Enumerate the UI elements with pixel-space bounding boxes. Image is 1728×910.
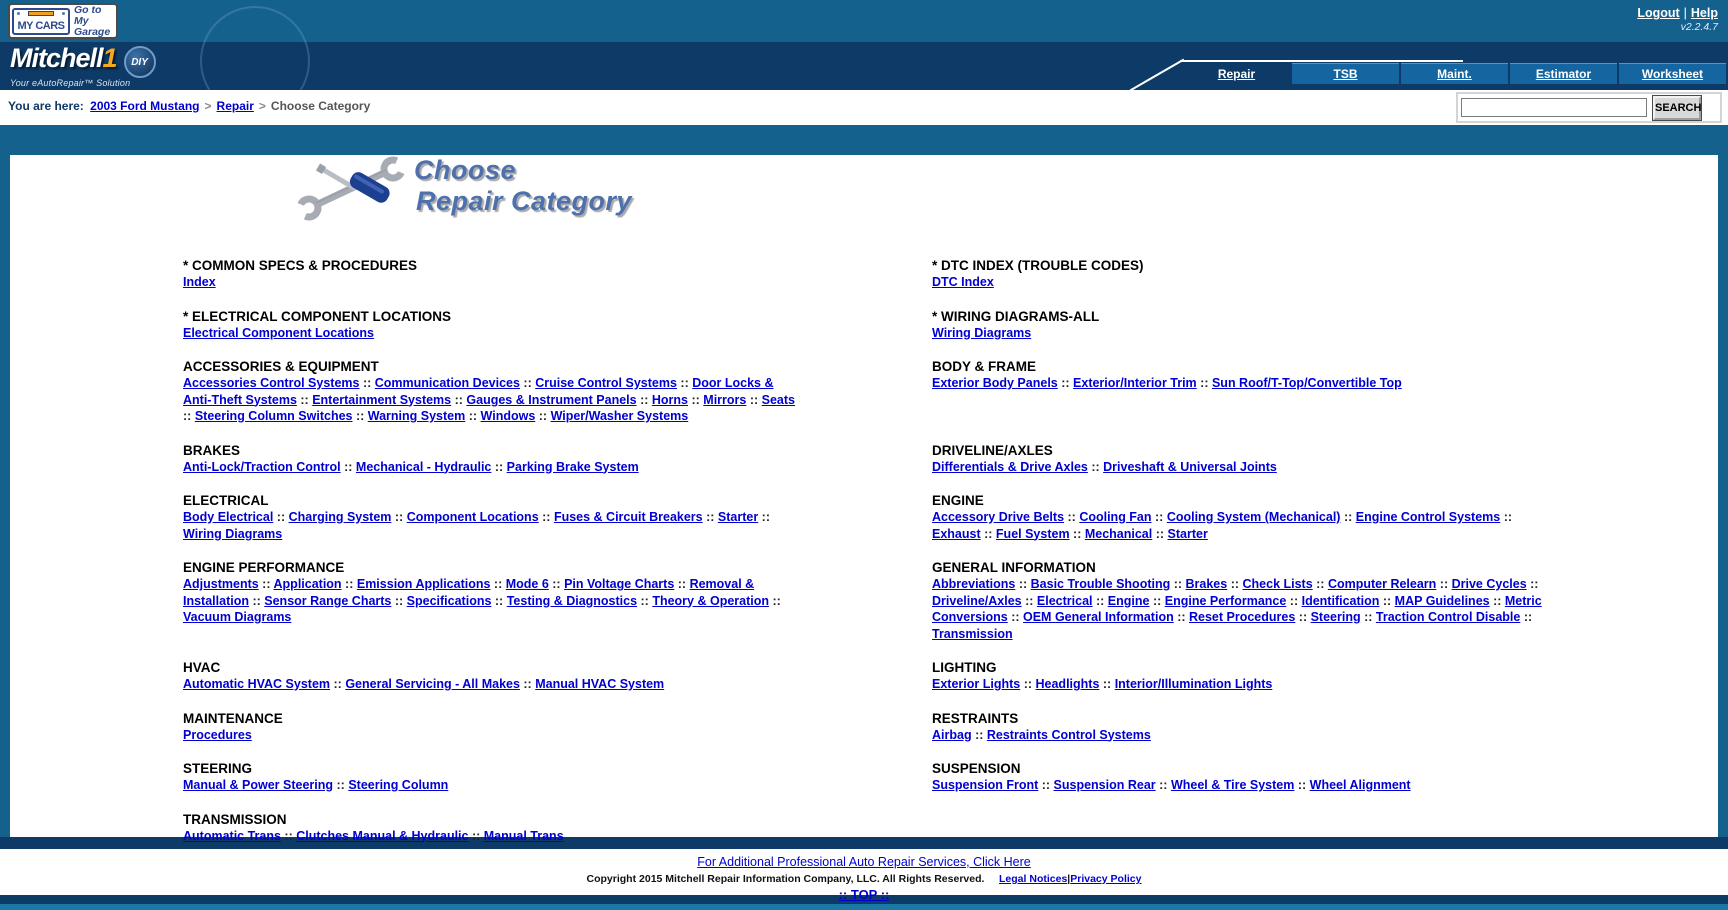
legal-notices-link[interactable]: Legal Notices bbox=[999, 873, 1068, 885]
category-link[interactable]: Electrical bbox=[1036, 593, 1093, 608]
category-link[interactable]: Sun Roof/T-Top/Convertible Top bbox=[1211, 376, 1402, 390]
category-link[interactable]: Emission Applications bbox=[356, 577, 491, 591]
category-link[interactable]: Brakes bbox=[1185, 577, 1228, 591]
category-link[interactable]: Cooling Fan bbox=[1079, 510, 1152, 524]
link-separator: :: bbox=[273, 510, 289, 524]
link-separator: :: bbox=[352, 409, 368, 423]
nav-tabs bbox=[1183, 63, 1726, 84]
link-separator: :: bbox=[359, 376, 375, 390]
category-section bbox=[932, 442, 1547, 493]
link-separator: :: bbox=[1015, 577, 1031, 591]
category-title: TRANSMISSION bbox=[183, 811, 287, 827]
category-link[interactable]: Manual HVAC System bbox=[535, 677, 665, 691]
professional-services-link[interactable]: For Additional Professional Auto Repair Services, Click Here bbox=[697, 855, 1031, 869]
category-link[interactable]: Warning System bbox=[367, 409, 466, 423]
category-links bbox=[183, 727, 798, 744]
link-separator: :: bbox=[1149, 593, 1165, 608]
top-links-divider: | bbox=[1683, 6, 1687, 20]
category-link[interactable]: Body Electrical bbox=[183, 510, 274, 524]
category-link[interactable]: Interior/Illumination Lights bbox=[1114, 677, 1273, 691]
page-body bbox=[0, 125, 1728, 843]
page-title-line1: Choose bbox=[414, 155, 517, 185]
category-title: SUSPENSION bbox=[932, 761, 1021, 776]
search-panel bbox=[1456, 92, 1722, 123]
category-link[interactable]: Airbag bbox=[932, 727, 972, 742]
page-title-block bbox=[294, 155, 1718, 227]
plate-decal-icon bbox=[28, 11, 54, 16]
link-separator: :: bbox=[674, 577, 690, 591]
breadcrumb-link[interactable]: 2003 Ford Mustang bbox=[90, 99, 200, 113]
category-link[interactable]: Starter bbox=[1167, 526, 1208, 541]
link-separator: :: bbox=[971, 727, 987, 742]
category-link[interactable]: Application bbox=[273, 577, 342, 591]
link-separator: :: bbox=[1099, 677, 1115, 691]
category-links bbox=[932, 576, 1547, 642]
link-separator: :: bbox=[1069, 526, 1085, 541]
category-section bbox=[183, 659, 798, 710]
category-link[interactable]: Manual & Power Steering bbox=[183, 778, 334, 792]
category-title: ENGINE PERFORMANCE bbox=[183, 560, 345, 575]
logout-link[interactable]: Logout bbox=[1637, 6, 1680, 20]
category-link[interactable]: General Servicing - All Makes bbox=[345, 677, 520, 691]
category-link[interactable]: Wheel & Tire System bbox=[1170, 778, 1295, 792]
link-separator: :: bbox=[980, 526, 996, 541]
help-link[interactable]: Help bbox=[1690, 6, 1718, 20]
category-section bbox=[932, 811, 1547, 828]
category-link[interactable]: Mechanical bbox=[1084, 526, 1153, 541]
category-link[interactable]: Parking Brake System bbox=[506, 459, 639, 474]
link-separator: :: bbox=[391, 593, 407, 608]
category-title: * DTC INDEX (TROUBLE CODES) bbox=[932, 258, 1144, 273]
link-separator: :: bbox=[1520, 610, 1533, 624]
tab-tsb[interactable]: TSB bbox=[1292, 63, 1399, 84]
page-title-line2: Repair Category bbox=[416, 186, 633, 216]
category-link[interactable]: Starter bbox=[717, 510, 759, 524]
category-section bbox=[183, 358, 798, 442]
category-links bbox=[183, 777, 798, 794]
category-link[interactable]: Mode 6 bbox=[505, 577, 549, 591]
link-separator: :: bbox=[769, 593, 781, 608]
link-separator: :: bbox=[330, 677, 346, 691]
category-link[interactable]: Steering Column Switches bbox=[194, 409, 353, 423]
search-button[interactable]: SEARCH bbox=[1653, 96, 1701, 120]
tab-top-line-decoration bbox=[1180, 60, 1463, 62]
category-link[interactable]: Testing & Diagnostics bbox=[506, 593, 638, 608]
breadcrumb bbox=[8, 99, 370, 113]
category-title: BODY & FRAME bbox=[932, 359, 1037, 374]
footer-links-divider: | bbox=[1067, 873, 1071, 885]
category-link[interactable]: Component Locations bbox=[406, 510, 539, 524]
plate-screw-icon bbox=[17, 12, 20, 15]
category-link[interactable]: Mechanical - Hydraulic bbox=[355, 459, 492, 474]
category-links bbox=[932, 325, 1547, 342]
mitchell1-logo bbox=[10, 44, 156, 88]
link-separator: :: bbox=[1092, 593, 1108, 608]
category-links bbox=[932, 777, 1547, 794]
tab-worksheet[interactable]: Worksheet bbox=[1619, 63, 1726, 84]
link-separator: :: bbox=[183, 409, 195, 423]
category-link[interactable]: Windows bbox=[480, 409, 536, 423]
category-link[interactable]: Manual Trans bbox=[483, 828, 564, 843]
link-separator: :: bbox=[1436, 577, 1452, 591]
top-link[interactable]: :: TOP :: bbox=[838, 887, 890, 902]
link-separator: :: bbox=[1295, 610, 1311, 624]
breadcrumb-prefix: You are here: bbox=[8, 99, 84, 113]
category-link[interactable]: Exterior/Interior Trim bbox=[1073, 376, 1197, 390]
category-link[interactable]: Clutches Manual & Hydraulic bbox=[296, 828, 469, 843]
breadcrumb-separator: > bbox=[204, 99, 212, 113]
category-link[interactable]: Exhaust bbox=[932, 526, 981, 541]
category-link[interactable]: MAP Guidelines bbox=[1394, 593, 1490, 608]
category-link[interactable]: Communication Devices bbox=[374, 376, 520, 390]
category-link[interactable]: Accessory Drive Belts bbox=[932, 510, 1065, 524]
link-separator: :: bbox=[1038, 778, 1054, 792]
category-link[interactable]: Steering Column bbox=[348, 778, 449, 792]
link-separator: :: bbox=[676, 376, 693, 390]
link-separator: :: bbox=[1312, 577, 1328, 591]
link-separator: :: bbox=[333, 778, 349, 792]
category-section bbox=[183, 308, 798, 359]
link-separator: :: bbox=[702, 510, 718, 524]
breadcrumb-row bbox=[0, 90, 1728, 125]
category-title: * ELECTRICAL COMPONENT LOCATIONS bbox=[183, 308, 452, 324]
category-title: RESTRAINTS bbox=[932, 710, 1019, 726]
category-section bbox=[183, 492, 798, 559]
category-link[interactable]: Identification bbox=[1301, 593, 1380, 608]
category-link[interactable]: Adjustments bbox=[183, 577, 259, 591]
category-link[interactable]: Transmission bbox=[932, 626, 1013, 641]
link-separator: :: bbox=[1500, 510, 1513, 524]
top-right-links bbox=[1637, 6, 1718, 33]
category-link[interactable]: Reset Procedures bbox=[1189, 610, 1296, 624]
category-title: LIGHTING bbox=[932, 660, 997, 675]
category-link[interactable]: Computer Relearn bbox=[1327, 577, 1437, 591]
category-links bbox=[183, 325, 798, 342]
link-separator: :: bbox=[465, 409, 481, 423]
category-section bbox=[932, 659, 1547, 710]
category-link[interactable]: Driveshaft & Universal Joints bbox=[1103, 459, 1277, 474]
category-link[interactable]: Automatic HVAC System bbox=[183, 677, 331, 691]
tab-slash-decoration bbox=[1130, 59, 1185, 92]
category-link[interactable]: Horns bbox=[651, 392, 688, 407]
category-links bbox=[932, 375, 1547, 392]
link-separator: :: bbox=[1489, 593, 1505, 608]
category-link[interactable]: Check Lists bbox=[1242, 577, 1313, 591]
link-separator: :: bbox=[1170, 577, 1186, 591]
category-link[interactable]: Charging System bbox=[288, 510, 392, 524]
category-link[interactable]: Driveline/Axles bbox=[932, 593, 1022, 608]
category-link[interactable]: Exterior Body Panels bbox=[932, 376, 1058, 390]
link-separator: :: bbox=[1152, 526, 1168, 541]
link-separator: :: bbox=[1020, 677, 1036, 691]
category-title: BRAKES bbox=[183, 442, 241, 458]
link-separator: :: bbox=[391, 510, 407, 524]
link-separator: :: bbox=[1360, 610, 1376, 624]
category-section bbox=[932, 559, 1547, 659]
breadcrumb-current: Choose Category bbox=[270, 99, 371, 113]
category-title: * WIRING DIAGRAMS-ALL bbox=[932, 308, 1100, 324]
category-title: STEERING bbox=[183, 761, 253, 776]
category-section bbox=[183, 257, 798, 308]
link-separator: :: bbox=[1155, 778, 1171, 792]
copyright-text: Copyright 2015 Mitchell Repair Information Company, LLC. All Rights Reserved. bbox=[586, 873, 985, 885]
link-separator: :: bbox=[1286, 593, 1302, 608]
wrench-screwdriver-icon bbox=[294, 155, 406, 221]
category-links bbox=[183, 576, 798, 626]
category-link[interactable]: Basic Trouble Shooting bbox=[1030, 577, 1171, 591]
category-link[interactable]: Headlights bbox=[1035, 677, 1100, 691]
category-links bbox=[932, 459, 1547, 476]
category-title: * COMMON SPECS & PROCEDURES bbox=[183, 258, 418, 273]
link-separator: :: bbox=[746, 392, 762, 407]
category-link[interactable]: Restraints Control Systems bbox=[986, 727, 1151, 742]
category-links bbox=[932, 274, 1547, 291]
category-link[interactable]: Abbreviations bbox=[932, 577, 1016, 591]
category-link[interactable]: Theory & Operation bbox=[652, 593, 770, 608]
link-separator: :: bbox=[468, 828, 484, 843]
category-section bbox=[932, 257, 1547, 308]
category-link[interactable]: Sensor Range Charts bbox=[264, 593, 392, 608]
tab-maint[interactable]: Maint. bbox=[1401, 63, 1508, 84]
category-title: ELECTRICAL bbox=[183, 493, 269, 508]
category-section bbox=[932, 760, 1547, 811]
category-links bbox=[932, 509, 1547, 542]
category-section bbox=[183, 760, 798, 811]
link-separator: :: bbox=[490, 577, 506, 591]
category-link[interactable]: Suspension Rear bbox=[1053, 778, 1156, 792]
link-separator: :: bbox=[280, 828, 297, 843]
link-separator: :: bbox=[451, 392, 467, 407]
version-label: v2.2.4.7 bbox=[1680, 21, 1718, 33]
category-links bbox=[183, 375, 798, 425]
link-separator: :: bbox=[341, 577, 357, 591]
category-link[interactable]: Mirrors bbox=[703, 392, 747, 407]
link-separator: :: bbox=[1007, 610, 1023, 624]
privacy-policy-link[interactable]: Privacy Policy bbox=[1070, 873, 1142, 885]
category-title: GENERAL INFORMATION bbox=[932, 560, 1096, 575]
category-link[interactable]: Cruise Control Systems bbox=[535, 376, 677, 390]
logo-wordmark: Mitchell bbox=[10, 43, 103, 73]
diy-badge: DIY bbox=[124, 46, 156, 78]
category-link[interactable]: Fuel System bbox=[995, 526, 1070, 541]
category-link[interactable]: Accessories Control Systems bbox=[183, 376, 360, 390]
link-separator: :: bbox=[1021, 593, 1037, 608]
logo-one: 1 bbox=[102, 43, 118, 73]
category-section bbox=[183, 559, 798, 643]
category-link[interactable]: Engine Control Systems bbox=[1355, 510, 1501, 524]
link-separator: :: bbox=[296, 392, 313, 407]
category-links bbox=[183, 459, 798, 476]
category-link[interactable]: Anti-Lock/Traction Control bbox=[183, 459, 341, 474]
category-link[interactable]: Electrical Component Locations bbox=[183, 325, 375, 340]
link-separator: :: bbox=[340, 459, 356, 474]
tab-repair[interactable]: Repair bbox=[1183, 63, 1290, 84]
category-link[interactable]: OEM General Information bbox=[1023, 610, 1174, 624]
link-separator: :: bbox=[1087, 459, 1104, 474]
link-separator: :: bbox=[1227, 577, 1243, 591]
category-section bbox=[932, 492, 1547, 559]
page-title bbox=[414, 155, 632, 217]
link-separator: :: bbox=[1196, 376, 1212, 390]
link-separator: :: bbox=[535, 409, 551, 423]
link-separator: :: bbox=[491, 459, 507, 474]
license-plate-icon bbox=[12, 8, 70, 35]
link-separator: :: bbox=[1057, 376, 1074, 390]
category-link[interactable]: Wiper/Washer Systems bbox=[550, 409, 689, 423]
category-link[interactable]: Wiring Diagrams bbox=[183, 526, 283, 541]
category-links bbox=[932, 676, 1547, 693]
breadcrumb-link[interactable]: Repair bbox=[216, 99, 254, 113]
link-separator: :: bbox=[1340, 510, 1356, 524]
go-to-my-garage-label: Go to My Garage bbox=[74, 3, 111, 38]
category-link[interactable]: Entertainment Systems bbox=[312, 392, 452, 407]
category-link[interactable]: Differentials & Drive Axles bbox=[932, 459, 1088, 474]
category-link[interactable]: Wheel Alignment bbox=[1309, 778, 1411, 792]
category-link[interactable]: Steering bbox=[1310, 610, 1361, 624]
header-band bbox=[0, 42, 1728, 90]
category-link[interactable]: Procedures bbox=[183, 727, 252, 742]
link-separator: :: bbox=[636, 392, 652, 407]
go-to-my-garage-button[interactable] bbox=[8, 3, 118, 39]
link-separator: :: bbox=[1379, 593, 1395, 608]
category-link[interactable]: Cooling System (Mechanical) bbox=[1166, 510, 1341, 524]
category-section bbox=[932, 358, 1547, 409]
category-link[interactable]: Suspension Front bbox=[932, 778, 1039, 792]
category-title: DRIVELINE/AXLES bbox=[932, 442, 1053, 458]
link-separator: :: bbox=[491, 593, 507, 608]
plate-screw-icon bbox=[62, 12, 65, 15]
link-separator: :: bbox=[538, 510, 554, 524]
category-title: ACCESSORIES & EQUIPMENT bbox=[183, 359, 379, 374]
category-links bbox=[932, 727, 1547, 744]
link-separator: :: bbox=[248, 593, 265, 608]
category-link[interactable]: Specifications bbox=[406, 593, 492, 608]
category-link[interactable]: Fuses & Circuit Breakers bbox=[553, 510, 703, 524]
category-link[interactable]: Pin Voltage Charts bbox=[564, 577, 675, 591]
category-link[interactable]: Metric Conversions bbox=[932, 593, 1542, 624]
category-link[interactable]: Vacuum Diagrams bbox=[183, 610, 292, 624]
link-separator: :: bbox=[1526, 577, 1539, 591]
category-links bbox=[183, 274, 798, 291]
category-link[interactable]: Removal & Installation bbox=[183, 577, 755, 608]
category-grid bbox=[183, 257, 1718, 861]
category-section bbox=[932, 710, 1547, 761]
category-section bbox=[932, 308, 1547, 359]
category-link[interactable]: Seats bbox=[761, 392, 795, 407]
link-separator: :: bbox=[1173, 610, 1189, 624]
category-link[interactable]: Drive Cycles bbox=[1451, 577, 1527, 591]
link-separator: :: bbox=[758, 510, 771, 524]
link-separator: :: bbox=[519, 376, 536, 390]
link-separator: :: bbox=[1151, 510, 1167, 524]
category-link[interactable]: Engine bbox=[1107, 593, 1150, 608]
content-panel bbox=[10, 155, 1718, 843]
breadcrumb-items bbox=[87, 99, 370, 113]
breadcrumb-separator: > bbox=[258, 99, 266, 113]
link-separator: :: bbox=[637, 593, 653, 608]
link-separator: :: bbox=[688, 392, 704, 407]
category-links bbox=[183, 676, 798, 693]
category-section bbox=[183, 442, 798, 493]
search-input[interactable] bbox=[1461, 98, 1647, 117]
category-title: MAINTENANCE bbox=[183, 710, 283, 726]
category-title: ENGINE bbox=[932, 493, 984, 508]
category-section bbox=[183, 710, 798, 761]
link-separator: :: bbox=[1294, 778, 1310, 792]
link-separator: :: bbox=[548, 577, 565, 591]
logo-tagline: Your eAutoRepair™ Solution bbox=[10, 78, 131, 88]
category-title: HVAC bbox=[183, 660, 221, 675]
category-links bbox=[183, 828, 798, 845]
category-link[interactable]: Gauges & Instrument Panels bbox=[466, 392, 637, 407]
category-link[interactable]: Automatic Trans bbox=[183, 828, 281, 843]
bottom-teal-bar bbox=[0, 904, 1728, 910]
category-link[interactable]: Door Locks & Anti-Theft Systems bbox=[183, 376, 774, 407]
link-separator: :: bbox=[1064, 510, 1080, 524]
category-link[interactable]: DTC Index bbox=[932, 275, 994, 289]
category-link[interactable]: Wiring Diagrams bbox=[932, 325, 1032, 340]
category-link[interactable]: Index bbox=[183, 275, 216, 289]
category-link[interactable]: Exterior Lights bbox=[932, 677, 1021, 691]
link-separator: :: bbox=[519, 677, 536, 691]
link-separator: :: bbox=[258, 577, 274, 591]
tab-estimator[interactable]: Estimator bbox=[1510, 63, 1617, 84]
category-links bbox=[183, 509, 798, 542]
category-link[interactable]: Traction Control Disable bbox=[1375, 610, 1521, 624]
category-link[interactable]: Engine Performance bbox=[1164, 593, 1287, 608]
my-cars-label: MY CARS bbox=[17, 19, 65, 32]
